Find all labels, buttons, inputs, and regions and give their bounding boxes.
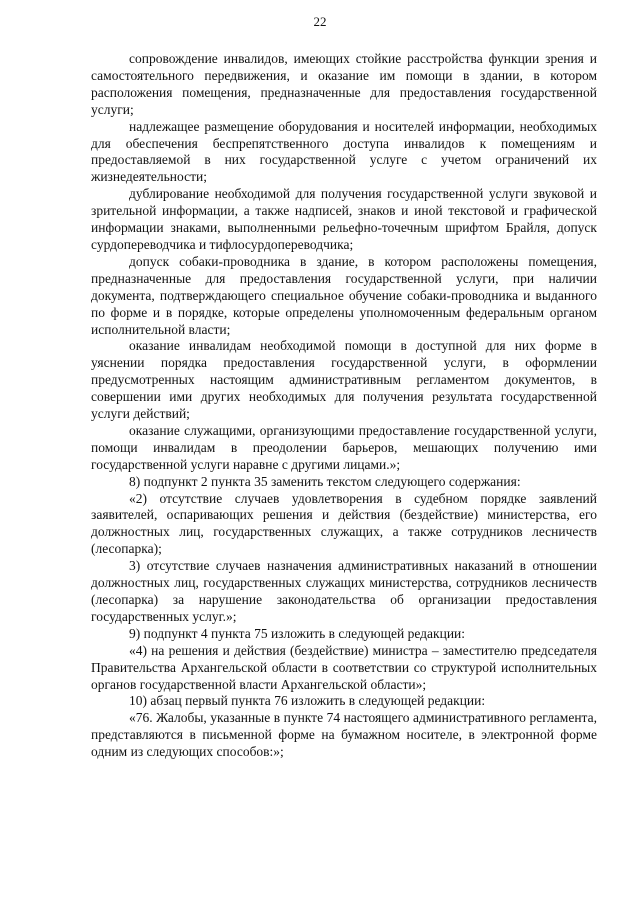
paragraph-item-9: 9) подпункт 4 пункта 75 изложить в следующей редакции: xyxy=(129,625,466,641)
paragraph-escort-disabled: сопровождение инвалидов, имеющих стойкие расстройства функции зрения и самостоятельного передвижения, и оказание им помощи в здании, в котором расположения помещения, предназначенные для предоставления государственной услуги; xyxy=(91,51,597,117)
paragraph-subitem-3: 3) отсутствие случаев назначения административных наказаний в отношении должностных лиц, государственных служащих министерства, сотрудников лесничеств (лесопарка) за нарушение законодательства об организации предоставления государственных услуг.»; xyxy=(91,558,597,624)
paragraph-information-duplication: дублирование необходимой для получения государственной услуги звуковой и зрительной информации, а также надписей, знаков и иной текстовой и графической информации знаками, выполненными рельефно-точечным шрифтом Брайля, допуск сурдопереводчика и тифлосурдопереводчика; xyxy=(91,186,597,252)
paragraph-subitem-4: «4) на решения и действия (бездействие) министра – заместителю председателя Правительства Архангельской области в соответствии со структурой исполнительных органов государственной власти Архангельской области»; xyxy=(91,642,597,692)
paragraph-guide-dog-admission: допуск собаки-проводника в здание, в котором расположены помещения, предназначенные для предоставления государственной услуги, при наличии документа, подтверждающего специальное обучение собаки-проводника и выданного по форме и в порядке, которые определены уполномоченным федеральным органом исполнительной власти; xyxy=(91,253,597,337)
page-number: 22 xyxy=(313,14,327,29)
paragraph-assistance-form: оказание инвалидам необходимой помощи в доступной для них форме в уяснении порядка предоставления государственной услуги, в оформлении предусмотренных настоящим административным регламентом документов, в совершении ими других необходимых для получения результата государственной услуги действий; xyxy=(91,338,597,422)
paragraph-item-8: 8) подпункт 2 пункта 35 заменить текстом следующего содержания: xyxy=(129,473,521,489)
paragraph-item-10: 10) абзац первый пункта 76 изложить в следующей редакции: xyxy=(129,693,486,709)
document-body xyxy=(91,51,597,761)
paragraph-subitem-2: «2) отсутствие случаев удовлетворения в судебном порядке заявлений заявителей, оспаривающих решения и действия (бездействие) министерства, его должностных лиц, государственных служащих, а также сотрудников лесничеств (лесопарка); xyxy=(91,490,597,557)
paragraph-staff-assistance: оказание служащими, организующими предоставление государственной услуги, помощи инвалидам в преодолении барьеров, мешающих получению ими государственной услуги наравне с другими лицами.»; xyxy=(91,422,597,472)
paragraph-equipment-placement: надлежащее размещение оборудования и носителей информации, необходимых для обеспечения беспрепятственного доступа инвалидов к помещениям и предоставляемой в них государственной услуге с учетом ограничений их жизнедеятельности; xyxy=(91,118,597,185)
paragraph-clause-76: «76. Жалобы, указанные в пункте 74 настоящего административного регламента, представляются в письменной форме на бумажном носителе, в электронной форме одним из следующих способов:»; xyxy=(91,710,597,760)
